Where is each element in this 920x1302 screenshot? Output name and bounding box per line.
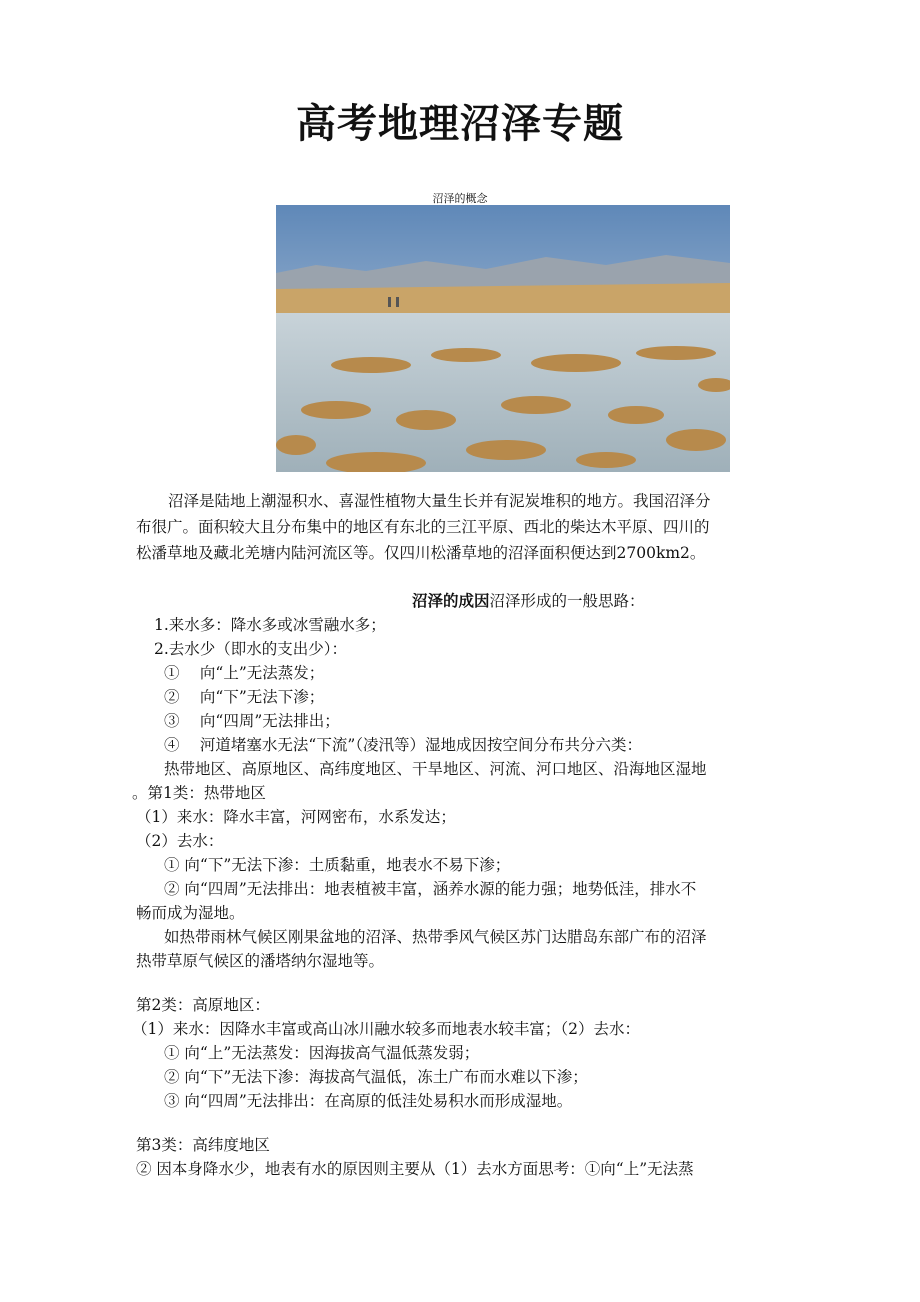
formation-heading: 沼泽的成因 [412,591,490,610]
marsh-photo [276,205,730,472]
formation-heading-rest: 沼泽形成的一般思路： [489,592,645,610]
sub-item-1: ① 向“上”无法蒸发； [164,664,325,682]
wetland-types: 热带地区、高原地区、高纬度地区、干旱地区、河流、河口地区、沿海地区湿地 [164,760,707,778]
sub-item-3: ③ 向“四周”无法排出； [164,712,340,730]
type-2-point-c: ③ 向“四周”无法排出：在高原的低洼处易积水而形成湿地。 [164,1092,573,1110]
sub-item-4: ④ 河道堵塞水无法“下流”（凌汛等）湿地成因按空间分布共分六类： [164,736,643,754]
type-2-point-a: ① 向“上”无法蒸发：因海拔高气温低蒸发弱； [164,1044,480,1062]
type-1-point-a: ① 向“下”无法下渗：土质黏重，地表水不易下渗； [164,856,511,874]
type-3-heading: 第3类：高纬度地区 [136,1136,270,1154]
formation-heading-line [412,590,645,612]
figure-caption: 沼泽的概念 [432,192,488,205]
type-2-heading: 第2类：高原地区： [136,996,270,1014]
type-1-inflow: （1）来水：降水丰富，河网密布，水系发达； [136,808,456,826]
item-1: 1.来水多：降水多或冰雪融水多； [154,616,386,634]
intro-line-3: 松潘草地及藏北羌塘内陆河流区等。仅四川松潘草地的沼泽面积便达到2700km2。 [136,544,706,562]
type-1-example-1: 如热带雨林气候区刚果盆地的沼泽、热带季风气候区苏门达腊岛东部广布的沼泽 [164,928,707,946]
type-1-heading: 。第1类：热带地区 [132,784,266,802]
type-2-point-b: ② 向“下”无法下渗：海拔高气温低，冻土广布而水难以下渗； [164,1068,588,1086]
type-1-point-b-cont: 畅而成为湿地。 [136,904,245,922]
type-1-point-b: ② 向“四周”无法排出：地表植被丰富，涵养水源的能力强；地势低洼，排水不 [164,880,697,898]
type-3-point-a: ② 因本身降水少，地表有水的原因则主要从（1）去水方面思考：①向“上”无法蒸 [136,1160,694,1178]
type-1-example-2: 热带草原气候区的潘塔纳尔湿地等。 [136,952,385,970]
intro-line-1: 沼泽是陆地上潮湿积水、喜湿性植物大量生长并有泥炭堆积的地方。我国沼泽分 [168,492,711,510]
item-2: 2.去水少（即水的支出少）： [154,640,348,658]
page-title: 高考地理沼泽专题 [296,100,624,147]
sub-item-2: ② 向“下”无法下渗； [164,688,325,706]
type-1-outflow: （2）去水： [136,832,224,850]
intro-line-2: 布很广。面积较大且分布集中的地区有东北的三江平原、西北的柴达木平原、四川的 [136,518,710,536]
type-2-inflow: （1）来水：因降水丰富或高山冰川融水较多而地表水较丰富；（2）去水： [132,1020,640,1038]
